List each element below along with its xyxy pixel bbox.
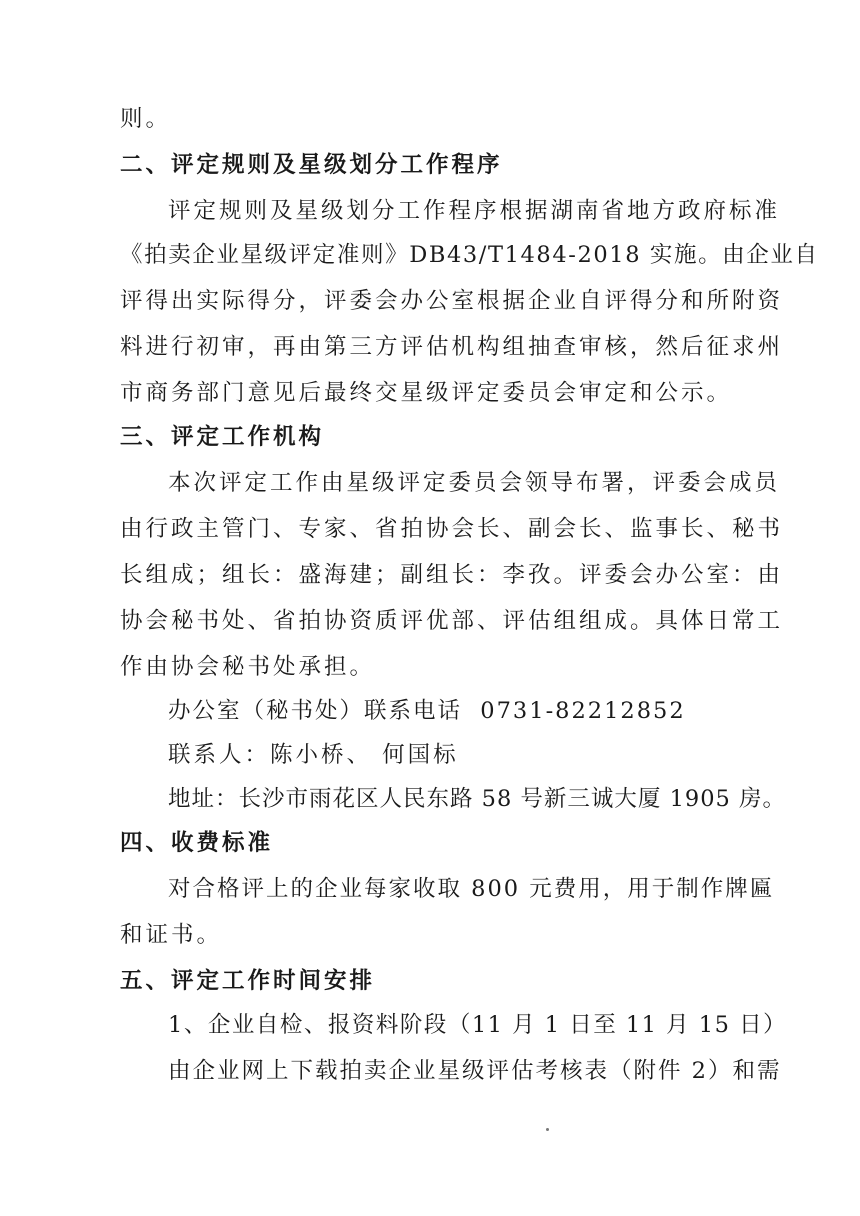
address-line: 地址：长沙市雨花区人民东路 58 号新三诚大厦 1905 房。	[168, 786, 787, 812]
paragraph-line: 市商务部门意见后最终交星级评定委员会审定和公示。	[120, 380, 733, 406]
paragraph-line: 和证书。	[120, 922, 223, 948]
text-line: 则。	[120, 106, 172, 132]
paragraph-line: 由企业网上下载拍卖企业星级评估考核表（附件 2）和需	[168, 1058, 782, 1084]
paragraph-line: 评定规则及星级划分工作程序根据湖南省地方政府标准	[168, 198, 781, 224]
paragraph-line: 对合格评上的企业每家收取 800 元费用，用于制作牌匾	[168, 876, 775, 902]
paragraph-line: 协会秘书处、省拍协资质评优部、评估组组成。具体日常工	[120, 608, 784, 634]
paragraph-line: 由行政主管门、专家、省拍协会长、副会长、监事长、秘书	[120, 516, 784, 542]
schedule-item-1: 1、企业自检、报资料阶段（11 月 1 日至 11 月 15 日）	[168, 1012, 788, 1038]
scan-speck	[546, 1128, 549, 1131]
paragraph-line: 长组成；组长：盛海建；副组长：李孜。评委会办公室：由	[120, 562, 784, 588]
section-heading-4: 四、收费标准	[120, 830, 274, 856]
paragraph-line: 评得出实际得分，评委会办公室根据企业自评得分和所附资	[120, 288, 784, 314]
section-heading-2: 二、评定规则及星级划分工作程序	[120, 152, 503, 178]
paragraph-line: 作由协会秘书处承担。	[120, 654, 376, 680]
paragraph-line: 料进行初审，再由第三方评估机构组抽查审核，然后征求州	[120, 334, 784, 360]
section-heading-5: 五、评定工作时间安排	[120, 968, 376, 994]
paragraph-line: 本次评定工作由星级评定委员会领导布署，评委会成员	[168, 470, 781, 496]
contact-phone-line: 办公室（秘书处）联系电话 0731-82212852	[168, 698, 686, 724]
paragraph-line: 《拍卖企业星级评定准则》DB43/T1484-2018 实施。由企业自	[120, 242, 819, 268]
section-heading-3: 三、评定工作机构	[120, 424, 325, 450]
contact-person-line: 联系人：陈小桥、 何国标	[168, 742, 459, 768]
